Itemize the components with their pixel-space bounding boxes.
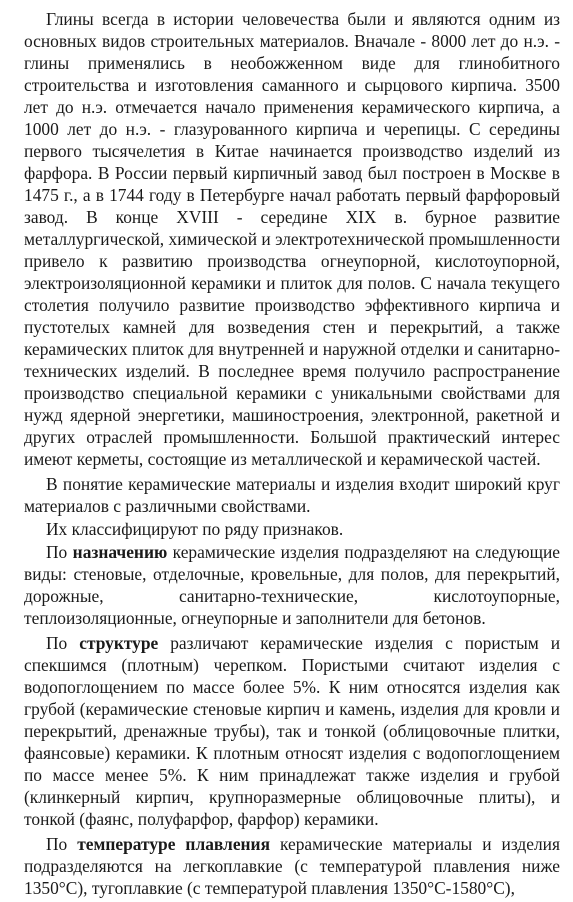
document-page: [24, 8, 560, 902]
paragraph-lead: По: [46, 633, 68, 653]
bold-term-melting-temperature: температуре плавления: [77, 834, 270, 854]
paragraph-rest: керамические изделия подразделяют на следующие виды: стеновые, отделочные, кровельные, для полов, для перекрытий, дорожные, санитарно-технические, кислотоупорные, теплоизоляционные, огнеупорные и заполнители для бетонов.: [24, 542, 560, 628]
paragraph-definition: В понятие керамические материалы и изделия входит широкий круг материалов с различными свойствами.: [24, 474, 560, 516]
paragraph-lead: По: [46, 542, 68, 562]
paragraph-history: Глины всегда в истории человечества были и являются одним из основных видов строительных материалов. Вначале - 8000 лет до н.э. - глины применялись в необожженном виде для глинобитного строительства и изготовления саманного и сырцового кирпича. 3500 лет до н.э. отмечается начало применения керамического кирпича, а 1000 лет до н.э. - глазурованного кирпича и черепицы. С середины первого тысячелетия в Китае начинается производство изделий из фарфора. В России первый кирпичный завод был построен в Москве в 1475 г., а в 1744 году в Петербурге начал работать первый фарфоровый завод. В конце XVIII - середине XIX в. бурное развитие металлургической, химической и электротехнической промышленности привело к развитию производства огнеупорной, кислотоупорной, электроизоляционной керамики и плиток для полов. С начала текущего столетия получило развитие производство эффективного кирпича и пустотелых камней для возведения стен и перекрытий, а также керамических плиток для внутренней и наружной отделки и санитарно-технических изделий. В последнее время получило распространение производство специальной керамики с уникальными свойствами для нужд ядерной энергетики, машиностроения, электронной, ракетной и других отраслей промышленности. Большой практический интерес имеют керметы, состоящие из металлической и керамической частей.: [24, 9, 560, 469]
bold-term-purpose: назначению: [72, 542, 168, 562]
paragraph-classification-intro: Их классифицируют по ряду признаков.: [46, 519, 344, 539]
paragraph-by-structure: [24, 632, 560, 830]
paragraph-rest: различают керамические изделия с пористым и спекшимся (плотным) черепком. Пористыми считают изделия с водопоглощением по массе более 5%. К ним относятся изделия как грубой (керамические стеновые кирпич и камень, изделия для кровли и перекрытий, дренажные трубы), так и тонкой (облицовочные плитки, фаянсовые) керамики. К плотным относят изделия с водопоглощением по массе менее 5%. К ним принадлежат также изделия и грубой (клинкерный кирпич, крупноразмерные облицовочные плиты), и тонкой (фаянс, полуфарфор, фарфор) керамики.: [24, 633, 560, 829]
paragraph-by-purpose: [24, 541, 560, 629]
bold-term-structure: структуре: [79, 633, 159, 653]
paragraph-rest: керамические материалы и изделия подразделяются на легкоплавкие (с температурой плавления ниже 1350°С), тугоплавкие (с температурой плавления 1350°С-1580°С),: [24, 834, 560, 898]
paragraph-by-melting-temperature: [24, 833, 560, 899]
paragraph-lead: По: [46, 834, 68, 854]
